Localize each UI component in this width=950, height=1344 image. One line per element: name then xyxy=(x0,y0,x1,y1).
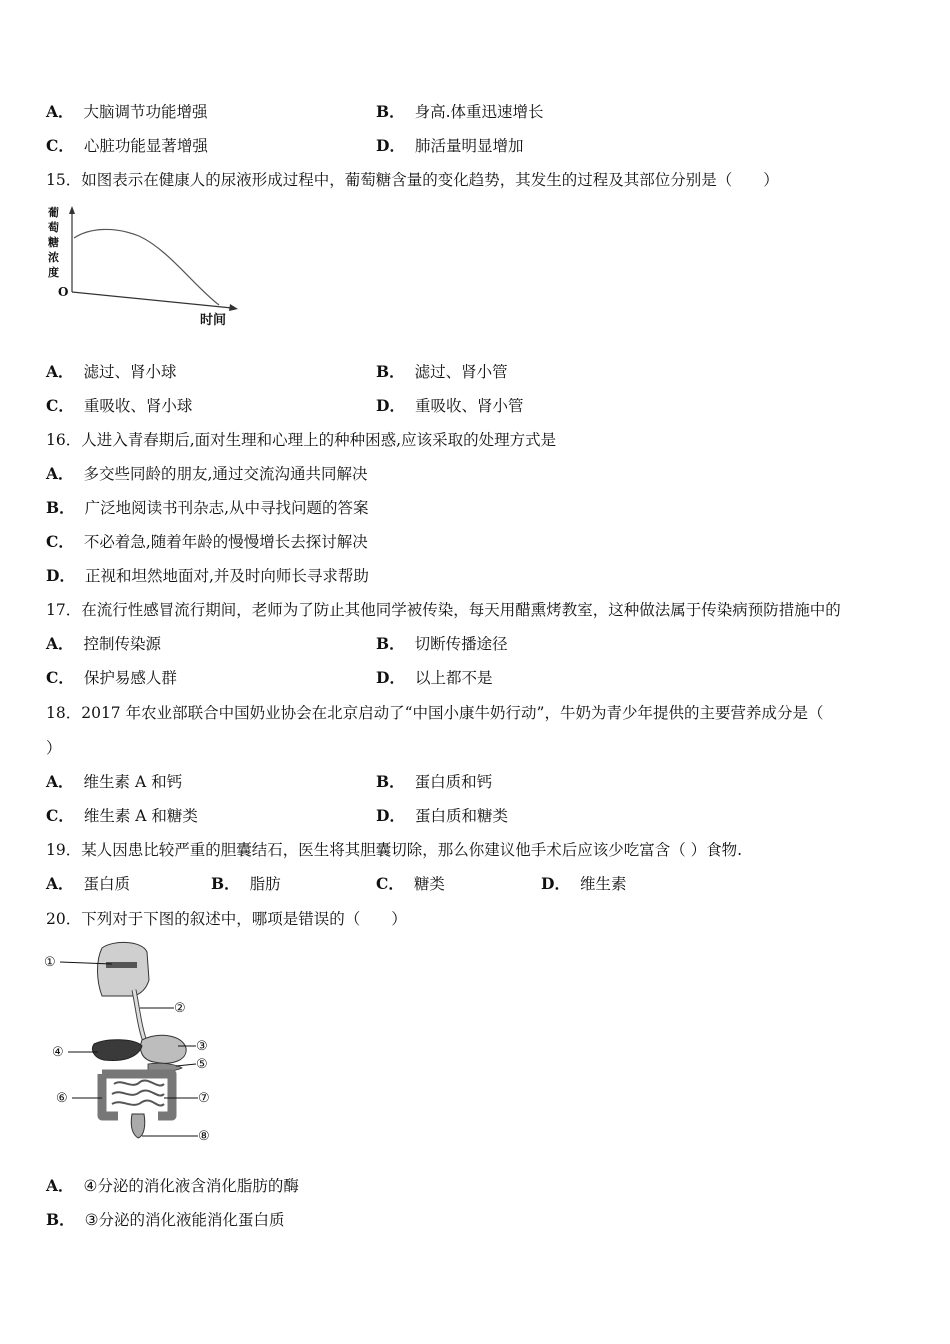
q16-option-c: C． 不必着急,随着年龄的慢慢增长去探讨解决 xyxy=(46,532,368,551)
q18-stem: 18．2017 年农业部联合中国奶业协会在北京启动了“中国小康牛奶行动”，牛奶为青少年提供的主要营养成分是（ xyxy=(46,704,824,722)
q18-option-d: D． 蛋白质和糖类 xyxy=(376,806,508,825)
glucose-curve xyxy=(74,229,219,305)
q18-option-a: A． 维生素 A 和钙 xyxy=(46,772,183,791)
q14-option-c: C． 心脏功能显著增强 xyxy=(46,136,208,155)
q20-stem: 20．下列对于下图的叙述中，哪项是错误的（ ） xyxy=(46,910,407,928)
q19-option-b: B． 脂肪 xyxy=(211,874,281,893)
head-outline xyxy=(98,942,150,996)
q19-option-d: D． 维生素 xyxy=(541,874,627,893)
rectum xyxy=(131,1114,145,1138)
marker-4: ④ xyxy=(52,1045,64,1060)
q17-stem: 17．在流行性感冒流行期间，老师为了防止其他同学被传染，每天用醋熏烤教室，这种做法属于传染病预防措施中的 xyxy=(46,601,841,619)
q20-option-a: A． ④分泌的消化液含消化脂肪的酶 xyxy=(46,1176,299,1195)
liver xyxy=(92,1040,142,1061)
graph-origin-label: O xyxy=(58,285,69,299)
q17-option-a: A． 控制传染源 xyxy=(46,634,162,653)
small-intestine xyxy=(112,1080,164,1105)
q19-stem: 19．某人因患比较严重的胆囊结石，医生将其胆囊切除，那么你建议他手术后应该少吃富含（ ）食物. xyxy=(46,841,743,859)
marker-8: ⑧ xyxy=(198,1129,210,1144)
marker-6: ⑥ xyxy=(56,1091,68,1106)
q15-option-a: A． 滤过、肾小球 xyxy=(46,362,177,381)
q16-option-d: D． 正视和坦然地面对,并及时向师长寻求帮助 xyxy=(46,566,369,585)
marker-3: ③ xyxy=(196,1039,208,1054)
q14-option-b: B． 身高.体重迅速增长 xyxy=(376,102,544,121)
graph-y-label-4: 浓 xyxy=(48,251,59,264)
q15-option-c: C． 重吸收、肾小球 xyxy=(46,396,193,415)
glucose-concentration-graph xyxy=(44,204,244,334)
q18-stem-continued: ） xyxy=(46,739,62,757)
digestive-system-diagram xyxy=(42,940,232,1150)
marker-7: ⑦ xyxy=(198,1091,210,1106)
marker-2: ② xyxy=(174,1001,186,1016)
q16-option-a: A． 多交些同龄的朋友,通过交流沟通共同解决 xyxy=(46,464,368,483)
graph-y-label-2: 萄 xyxy=(48,221,59,234)
q16-stem: 16．人进入青春期后,面对生理和心理上的种种困惑,应该采取的处理方式是 xyxy=(46,431,557,449)
stomach xyxy=(141,1035,187,1063)
q17-option-b: B． 切断传播途径 xyxy=(376,634,508,653)
q19-option-a: A． 蛋白质 xyxy=(46,874,131,893)
q14-option-a: A． 大脑调节功能增强 xyxy=(46,102,208,121)
q20-option-b: B． ③分泌的消化液能消化蛋白质 xyxy=(46,1210,285,1229)
q14-option-d: D． 肺活量明显增加 xyxy=(376,136,524,155)
q15-stem: 15．如图表示在健康人的尿液形成过程中，葡萄糖含量的变化趋势，其发生的过程及其部位分别是（ ） xyxy=(46,171,779,189)
graph-y-label-3: 糖 xyxy=(48,236,59,249)
marker-5: ⑤ xyxy=(196,1057,208,1072)
graph-x-label: 时间 xyxy=(200,313,227,328)
q15-option-b: B． 滤过、肾小管 xyxy=(376,362,508,381)
q15-option-d: D． 重吸收、肾小管 xyxy=(376,396,524,415)
q16-option-b: B． 广泛地阅读书刊杂志,从中寻找问题的答案 xyxy=(46,498,369,517)
graph-x-axis xyxy=(72,292,232,308)
q19-option-c: C． 糖类 xyxy=(376,874,445,893)
q17-option-c: C． 保护易感人群 xyxy=(46,668,177,687)
graph-y-label-5: 度 xyxy=(48,266,59,279)
marker-1: ① xyxy=(44,955,56,970)
graph-y-label-1: 葡 xyxy=(48,206,59,219)
q18-option-c: C． 维生素 A 和糖类 xyxy=(46,806,198,825)
q17-option-d: D． 以上都不是 xyxy=(376,668,493,687)
q18-option-b: B． 蛋白质和钙 xyxy=(376,772,493,791)
